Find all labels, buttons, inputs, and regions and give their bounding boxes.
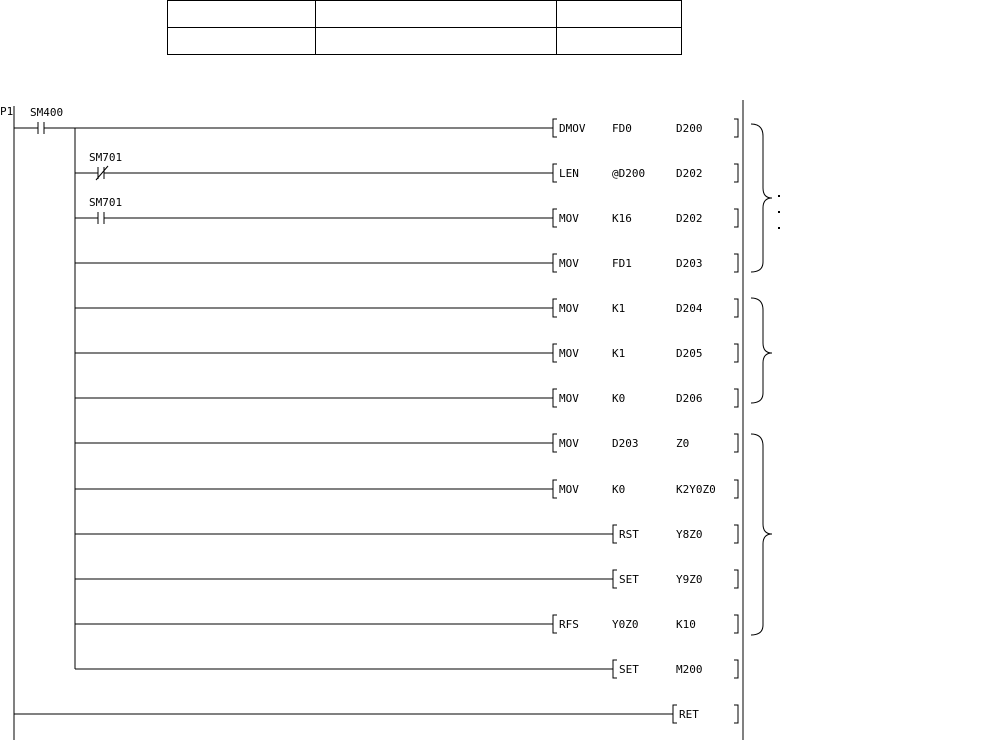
- instruction-operand-2: D200: [676, 122, 703, 135]
- instruction-operand-2: K2Y0Z0: [676, 483, 716, 496]
- instruction-right-bracket: [734, 570, 738, 588]
- instruction-left-bracket: [553, 209, 557, 227]
- instruction-operand-2: D206: [676, 392, 703, 405]
- instruction-right-bracket: [734, 480, 738, 498]
- contact-label-sm400: SM400: [30, 106, 64, 119]
- instruction-left-bracket: [613, 525, 617, 543]
- instruction-right-bracket: [734, 615, 738, 633]
- instruction-operand-2: Z0: [676, 437, 690, 450]
- instruction-left-bracket: [553, 254, 557, 272]
- instruction-name: MOV: [559, 347, 579, 360]
- instruction-left-bracket: [553, 615, 557, 633]
- instruction-operand-1: K1: [612, 302, 626, 315]
- instruction-name: MOV: [559, 257, 579, 270]
- instruction-operand-1: FD0: [612, 122, 632, 135]
- instruction-name: MOV: [559, 483, 579, 496]
- pointer-label: P1: [0, 105, 14, 118]
- instruction-name: RST: [619, 528, 639, 541]
- contact-label-sm701-nc: SM701: [89, 151, 123, 164]
- instruction-operand-1: K16: [612, 212, 632, 225]
- instruction-name: DMOV: [559, 122, 586, 135]
- instruction-name: SET: [619, 573, 639, 586]
- instruction-right-bracket: [734, 119, 738, 137]
- instruction-left-bracket: [553, 164, 557, 182]
- instruction-right-bracket: [734, 254, 738, 272]
- instruction-operand-2: Y8Z0: [676, 528, 703, 541]
- instruction-operand-2: D202: [676, 167, 703, 180]
- instruction-operand-1: K1: [612, 347, 626, 360]
- instruction-right-bracket: [734, 705, 738, 723]
- instruction-operand-1: Y0Z0: [612, 618, 639, 631]
- instruction-right-bracket: [734, 164, 738, 182]
- instruction-name: RET: [679, 708, 699, 721]
- instruction-right-bracket: [734, 525, 738, 543]
- instruction-left-bracket: [553, 480, 557, 498]
- instruction-right-bracket: [734, 209, 738, 227]
- instruction-left-bracket: [613, 570, 617, 588]
- rung-group: [14, 119, 738, 723]
- instruction-left-bracket: [553, 299, 557, 317]
- instruction-right-bracket: [734, 299, 738, 317]
- instruction-operand-1: D203: [612, 437, 639, 450]
- instruction-operand-1: FD1: [612, 257, 632, 270]
- brace-1: [751, 124, 772, 272]
- instruction-operand-1: K0: [612, 392, 626, 405]
- instruction-right-bracket: [734, 660, 738, 678]
- brace-2: [751, 298, 772, 403]
- instruction-name: SET: [619, 663, 639, 676]
- instruction-operand-1: @D200: [612, 167, 646, 180]
- instruction-left-bracket: [673, 705, 677, 723]
- instruction-operand-1: K0: [612, 483, 626, 496]
- instruction-operand-2: D205: [676, 347, 703, 360]
- instruction-operand-2: K10: [676, 618, 696, 631]
- instruction-operand-2: Y9Z0: [676, 573, 703, 586]
- contact-sm701-no: [98, 212, 104, 224]
- instruction-right-bracket: [734, 344, 738, 362]
- instruction-operand-2: M200: [676, 663, 703, 676]
- instruction-left-bracket: [613, 660, 617, 678]
- instruction-right-bracket: [734, 389, 738, 407]
- instruction-left-bracket: [553, 344, 557, 362]
- brace-3: [751, 434, 772, 635]
- instruction-operand-2: D204: [676, 302, 703, 315]
- instruction-left-bracket: [553, 389, 557, 407]
- contact-sm400: [14, 122, 75, 134]
- instruction-name: MOV: [559, 302, 579, 315]
- instruction-operand-2: D202: [676, 212, 703, 225]
- instruction-name: MOV: [559, 392, 579, 405]
- contact-label-sm701-no: SM701: [89, 196, 123, 209]
- instruction-left-bracket: [553, 119, 557, 137]
- instruction-name: LEN: [559, 167, 579, 180]
- instruction-right-bracket: [734, 434, 738, 452]
- instruction-name: RFS: [559, 618, 579, 631]
- instruction-left-bracket: [553, 434, 557, 452]
- instruction-name: MOV: [559, 212, 579, 225]
- instruction-operand-2: D203: [676, 257, 703, 270]
- instruction-name: MOV: [559, 437, 579, 450]
- brace-1-dots: [778, 195, 780, 229]
